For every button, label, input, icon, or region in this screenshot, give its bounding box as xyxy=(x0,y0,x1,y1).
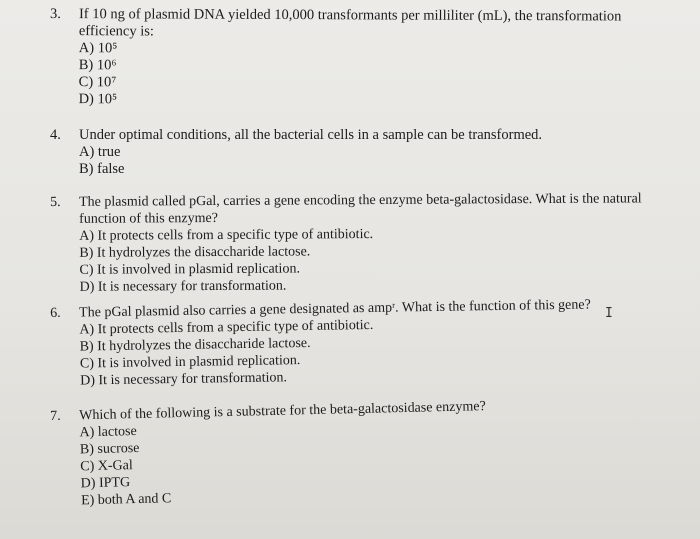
question-4 xyxy=(50,127,542,178)
option-b: B) sucrose xyxy=(79,440,140,458)
option-b: B) It hydrolyzes the disaccharide lactose. xyxy=(79,335,311,355)
option-d: D) 10⁵ xyxy=(78,91,118,108)
question-number: 3. xyxy=(49,6,61,23)
question-stem-continued: function of this enzyme? xyxy=(79,210,218,227)
question-number: 7. xyxy=(50,408,61,424)
option-a: A) lactose xyxy=(79,424,137,441)
option-a: A) It protects cells from a specific type of antibiotic. xyxy=(79,317,374,338)
option-c: C) It is involved in plasmid replication. xyxy=(79,261,300,278)
text-cursor-icon: I xyxy=(605,306,613,321)
question-stem: Under optimal conditions, all the bacterial cells in a sample can be transformed. xyxy=(79,127,543,143)
question-5 xyxy=(50,190,642,296)
question-number: 5. xyxy=(50,194,61,210)
question-number: 4. xyxy=(50,127,61,143)
option-a: A) It protects cells from a specific type of antibiotic. xyxy=(79,227,374,244)
question-7 xyxy=(50,398,488,510)
option-c: C) X-Gal xyxy=(80,458,133,475)
option-b: B) It hydrolyzes the disaccharide lactose. xyxy=(79,244,311,261)
question-stem-continued: efficiency is: xyxy=(78,23,154,40)
question-3 xyxy=(50,6,622,110)
option-a: A) 10⁵ xyxy=(78,40,118,57)
option-e: E) both A and C xyxy=(80,491,172,509)
option-d: D) IPTG xyxy=(80,475,131,492)
question-stem: If 10 ng of plasmid DNA yielded 10,000 transformants per milliliter (mL), the transformation xyxy=(78,6,622,25)
question-6 xyxy=(50,297,592,390)
option-a: A) true xyxy=(79,144,121,160)
option-c: C) 10⁷ xyxy=(78,74,117,91)
question-stem: The pGal plasmid also carries a gene designated as ampʳ. What is the function of this gene? xyxy=(79,297,591,321)
question-number: 6. xyxy=(50,305,61,321)
option-d: D) It is necessary for transformation. xyxy=(79,278,287,295)
question-stem: The plasmid called pGal, carries a gene encoding the enzyme beta-galactosidase. What is the natural xyxy=(79,191,642,210)
option-b: B) 10⁶ xyxy=(78,57,117,74)
question-stem: Which of the following is a substrate for the beta-galactosidase enzyme? xyxy=(79,399,486,424)
option-b: B) false xyxy=(79,161,125,177)
option-d: D) It is necessary for transformation. xyxy=(80,370,288,389)
option-c: C) It is involved in plasmid replication. xyxy=(79,353,301,372)
